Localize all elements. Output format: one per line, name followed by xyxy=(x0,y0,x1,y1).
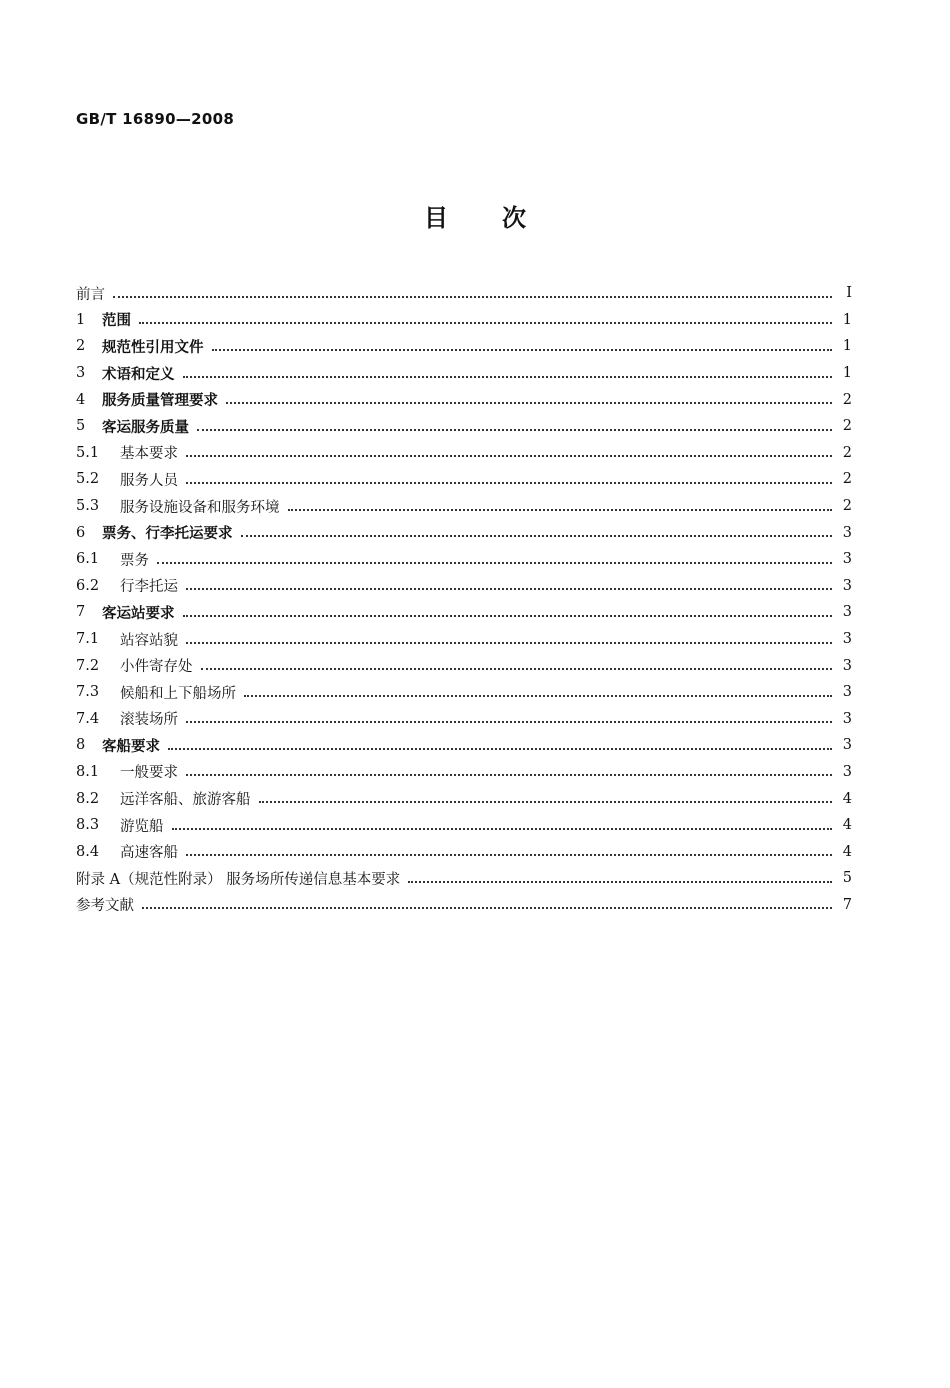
toc-entry-label: 一般要求 xyxy=(120,765,178,782)
toc-entry[interactable] xyxy=(76,546,852,573)
toc-entry-label: 范围 xyxy=(102,312,131,330)
toc-entry-page: 4 xyxy=(842,817,852,834)
toc-entry-label: 站容站貌 xyxy=(120,632,178,649)
toc-entry-label: 滚装场所 xyxy=(120,712,178,729)
toc-entry-number: 8.2 xyxy=(76,790,100,807)
toc-entry-page: 5 xyxy=(842,870,852,887)
toc-entry-label: 远洋客船、旅游客船 xyxy=(120,792,251,809)
dot-leader xyxy=(186,773,832,776)
dot-leader xyxy=(186,454,832,457)
dot-leader xyxy=(244,694,832,697)
toc-entry[interactable] xyxy=(76,333,852,360)
toc-entry-label: 客运站要求 xyxy=(102,604,175,622)
toc-entry-label: 前言 xyxy=(76,286,105,303)
toc-entry-page: 3 xyxy=(842,524,852,541)
dot-leader xyxy=(168,747,832,750)
toc-entry-number: 5.1 xyxy=(76,444,100,461)
toc-entry[interactable] xyxy=(76,360,852,387)
toc-entry-number: 3 xyxy=(76,365,86,382)
toc-entry-number: 1 xyxy=(76,311,86,328)
toc-entry[interactable] xyxy=(76,466,852,493)
dot-leader xyxy=(183,375,833,378)
toc-entry[interactable] xyxy=(76,413,852,440)
dot-leader xyxy=(113,295,832,298)
toc-entry[interactable] xyxy=(76,307,852,334)
toc-entry[interactable] xyxy=(76,626,852,653)
toc-entry-label: 规范性引用文件 xyxy=(102,338,204,356)
toc-entry-label: 游览船 xyxy=(120,818,164,835)
toc-entry-label: 行李托运 xyxy=(120,579,178,596)
toc-entry-page: 1 xyxy=(842,311,852,328)
dot-leader xyxy=(226,401,832,404)
toc-entry-label: 票务、行李托运要求 xyxy=(102,525,233,543)
dot-leader xyxy=(408,880,832,883)
dot-leader xyxy=(172,827,833,830)
toc-entry[interactable] xyxy=(76,838,852,865)
toc-entry-number: 8.1 xyxy=(76,763,100,780)
toc-entry-page: 3 xyxy=(842,551,852,568)
toc-title xyxy=(0,198,950,233)
toc-entry-number: 5.3 xyxy=(76,498,100,515)
dot-leader xyxy=(139,321,832,324)
toc-entry[interactable] xyxy=(76,599,852,626)
toc-entry[interactable] xyxy=(76,865,852,892)
toc-entry-label: 术语和定义 xyxy=(102,365,175,383)
toc-entry-page: 3 xyxy=(842,684,852,701)
toc-entry-number: 7.3 xyxy=(76,684,100,701)
toc-entry[interactable] xyxy=(76,386,852,413)
toc-entry-page: 2 xyxy=(842,444,852,461)
toc-entry-number: 7 xyxy=(76,604,86,621)
toc-entry-page: 3 xyxy=(842,710,852,727)
toc-entry-number: 6 xyxy=(76,524,86,541)
toc-title-char-2: 次 xyxy=(502,203,526,232)
toc-entry[interactable] xyxy=(76,759,852,786)
toc-entry[interactable] xyxy=(76,493,852,520)
toc-title-char-1: 目 xyxy=(424,203,448,232)
toc-entry-page: 4 xyxy=(842,843,852,860)
dot-leader xyxy=(197,428,832,431)
toc-entry-page: 3 xyxy=(842,631,852,648)
dot-leader xyxy=(186,853,832,856)
toc-entry[interactable] xyxy=(76,785,852,812)
toc-entry-label: 服务设施设备和服务环境 xyxy=(120,499,280,516)
toc-entry-page: 3 xyxy=(842,577,852,594)
table-of-contents xyxy=(76,280,852,918)
toc-entry-page: 3 xyxy=(842,763,852,780)
toc-entry-number: 4 xyxy=(76,391,86,408)
toc-entry-page: 1 xyxy=(842,338,852,355)
toc-entry-number: 2 xyxy=(76,338,86,355)
toc-entry[interactable] xyxy=(76,812,852,839)
toc-entry-number: 8.3 xyxy=(76,817,100,834)
toc-entry-page: 2 xyxy=(842,391,852,408)
toc-entry[interactable] xyxy=(76,706,852,733)
toc-entry-number: 8 xyxy=(76,737,86,754)
toc-entry-page: 1 xyxy=(842,365,852,382)
dot-leader xyxy=(186,481,832,484)
toc-entry[interactable] xyxy=(76,573,852,600)
toc-entry-page: 3 xyxy=(842,604,852,621)
dot-leader xyxy=(183,614,833,617)
toc-entry-number: 7.4 xyxy=(76,710,100,727)
toc-entry-label: 附录 A（规范性附录） 服务场所传递信息基本要求 xyxy=(76,871,401,888)
toc-entry-label: 票务 xyxy=(120,552,149,569)
toc-entry-number: 7.1 xyxy=(76,631,100,648)
dot-leader xyxy=(186,587,832,590)
toc-entry-page: Ⅰ xyxy=(846,285,852,302)
toc-entry-label: 候船和上下船场所 xyxy=(120,685,236,702)
toc-entry-number: 6.1 xyxy=(76,551,100,568)
toc-entry-number: 5 xyxy=(76,418,86,435)
dot-leader xyxy=(186,641,832,644)
toc-entry[interactable] xyxy=(76,440,852,467)
dot-leader xyxy=(241,534,833,537)
toc-entry-label: 小件寄存处 xyxy=(120,659,193,676)
toc-entry[interactable] xyxy=(76,732,852,759)
dot-leader xyxy=(142,906,832,909)
dot-leader xyxy=(201,667,833,670)
toc-entry-page: 3 xyxy=(842,657,852,674)
toc-entry-page: 7 xyxy=(842,896,852,913)
dot-leader xyxy=(212,348,833,351)
toc-entry[interactable] xyxy=(76,280,852,307)
toc-entry-label: 基本要求 xyxy=(120,446,178,463)
toc-entry-page: 4 xyxy=(842,790,852,807)
toc-entry[interactable] xyxy=(76,652,852,679)
toc-entry-number: 7.2 xyxy=(76,657,100,674)
toc-entry-label: 参考文献 xyxy=(76,898,134,915)
toc-entry-number: 6.2 xyxy=(76,577,100,594)
toc-entry-label: 服务质量管理要求 xyxy=(102,392,218,410)
toc-entry[interactable] xyxy=(76,892,852,919)
toc-entry-page: 3 xyxy=(842,737,852,754)
toc-entry-label: 高速客船 xyxy=(120,845,178,862)
toc-entry-page: 2 xyxy=(842,418,852,435)
toc-entry-page: 2 xyxy=(842,471,852,488)
dot-leader xyxy=(259,800,833,803)
dot-leader xyxy=(288,508,833,511)
toc-entry-label: 客运服务质量 xyxy=(102,418,189,436)
toc-entry-page: 2 xyxy=(842,498,852,515)
toc-entry-number: 5.2 xyxy=(76,471,100,488)
toc-entry[interactable] xyxy=(76,679,852,706)
dot-leader xyxy=(186,720,832,723)
dot-leader xyxy=(157,561,832,564)
toc-entry[interactable] xyxy=(76,519,852,546)
toc-entry-label: 客船要求 xyxy=(102,737,160,755)
standard-code: GB/T 16890—2008 xyxy=(76,110,235,128)
toc-entry-number: 8.4 xyxy=(76,843,100,860)
toc-entry-label: 服务人员 xyxy=(120,472,178,489)
